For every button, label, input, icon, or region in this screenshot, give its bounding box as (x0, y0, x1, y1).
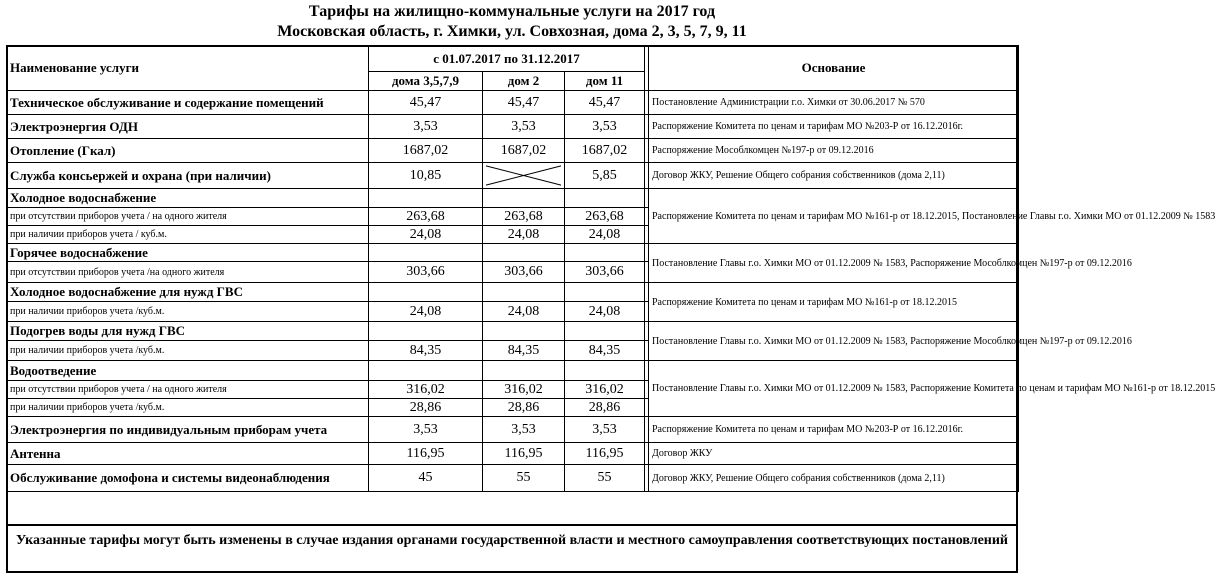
tariff-value: 3,53 (483, 115, 565, 139)
tariff-value: 10,85 (369, 163, 483, 189)
tariff-value: 263,68 (565, 208, 645, 226)
document-title: Тарифы на жилищно-коммунальные услуги на 2017 год (308, 3, 716, 20)
tariff-value: 45 (369, 465, 483, 492)
tariff-value: 24,08 (483, 226, 565, 244)
service-subitem: при отсутствии приборов учета / на одного жителя (7, 208, 369, 226)
service-subitem: при отсутствии приборов учета /на одного жителя (7, 262, 369, 283)
basis-text: Распоряжение Мособлкомцен №197-р от 09.12.2016 (649, 139, 1019, 163)
header-col-house-2: дом 2 (483, 72, 565, 91)
tariff-value: 24,08 (369, 226, 483, 244)
tariff-value: 45,47 (483, 91, 565, 115)
basis-text: Распоряжение Комитета по ценам и тарифам МО №161-р от 18.12.2015, Постановление Главы г.о. Химки МО от 01.12.2009 № 1583 (649, 189, 1019, 244)
tariff-value: 3,53 (369, 417, 483, 443)
header-service-name: Наименование услуги (7, 46, 369, 91)
tariff-value: 45,47 (565, 91, 645, 115)
service-name: Водоотведение (7, 361, 369, 381)
tariff-value: 1687,02 (369, 139, 483, 163)
table-frame (6, 45, 1018, 573)
tariff-value: 5,85 (565, 163, 645, 189)
document-subtitle: Московская область, г. Химки, ул. Совхозная, дома 2, 3, 5, 7, 9, 11 (277, 23, 747, 40)
service-subitem: при наличии приборов учета /куб.м. (7, 399, 369, 417)
service-name: Электроэнергия по индивидуальным приборам учета (7, 417, 369, 443)
header-basis: Основание (649, 46, 1019, 91)
tariff-value: 116,95 (369, 443, 483, 465)
basis-text: Договор ЖКУ, Решение Общего собрания собственников (дома 2,11) (649, 163, 1019, 189)
basis-text: Распоряжение Комитета по ценам и тарифам МО №203-Р от 16.12.2016г. (649, 417, 1019, 443)
tariff-value: 24,08 (369, 302, 483, 322)
tariff-value: 24,08 (565, 226, 645, 244)
basis-text: Постановление Главы г.о. Химки МО от 01.12.2009 № 1583, Распоряжение Мособлкомцен №197-р от 09.12.2016 (649, 322, 1019, 361)
tariff-value: 3,53 (565, 115, 645, 139)
tariff-value: 303,66 (369, 262, 483, 283)
tariff-value: 116,95 (565, 443, 645, 465)
basis-text: Постановление Главы г.о. Химки МО от 01.12.2009 № 1583, Распоряжение Мособлкомцен №197-р от 09.12.2016 (649, 244, 1019, 283)
service-name: Подогрев воды для нужд ГВС (7, 322, 369, 341)
tariff-value: 316,02 (369, 381, 483, 399)
basis-text: Распоряжение Комитета по ценам и тарифам МО №203-Р от 16.12.2016г. (649, 115, 1019, 139)
tariff-value: 28,86 (369, 399, 483, 417)
service-subitem: при отсутствии приборов учета / на одного жителя (7, 381, 369, 399)
service-name: Горячее водоснабжение (7, 244, 369, 262)
header-period: с 01.07.2017 по 31.12.2017 (369, 46, 645, 72)
tariff-value: 1687,02 (483, 139, 565, 163)
basis-text: Распоряжение Комитета по ценам и тарифам МО №161-р от 18.12.2015 (649, 283, 1019, 322)
service-name: Антенна (7, 443, 369, 465)
service-name: Отопление (Гкал) (7, 139, 369, 163)
basis-text: Договор ЖКУ, Решение Общего собрания собственников (дома 2,11) (649, 465, 1019, 492)
basis-text: Постановление Главы г.о. Химки МО от 01.12.2009 № 1583, Распоряжение Комитета по ценам и тарифам МО №161-р от 18.12.2015 (649, 361, 1019, 417)
tariff-value: 263,68 (483, 208, 565, 226)
tariff-value: 3,53 (565, 417, 645, 443)
service-subitem: при наличии приборов учета /куб.м. (7, 302, 369, 322)
tariff-value: 84,35 (369, 341, 483, 361)
tariff-value: 28,86 (565, 399, 645, 417)
tariff-value: 45,47 (369, 91, 483, 115)
tariff-value: 316,02 (483, 381, 565, 399)
footer-note: Указанные тарифы могут быть изменены в случае издания органами государственной власти и местного самоуправления соответствующих постановлений (6, 524, 1018, 573)
service-subitem: при наличии приборов учета / куб.м. (7, 226, 369, 244)
tariff-value: 3,53 (369, 115, 483, 139)
service-name: Холодное водоснабжение для нужд ГВС (7, 283, 369, 302)
tariff-value: 55 (483, 465, 565, 492)
tariff-value: 24,08 (565, 302, 645, 322)
tariff-value: 116,95 (483, 443, 565, 465)
tariff-value: 263,68 (369, 208, 483, 226)
tariff-value: 303,66 (565, 262, 645, 283)
tariff-value: 84,35 (565, 341, 645, 361)
service-name: Холодное водоснабжение (7, 189, 369, 208)
tariff-value: 3,53 (483, 417, 565, 443)
basis-text: Постановление Администрации г.о. Химки от 30.06.2017 № 570 (649, 91, 1019, 115)
tariff-value: 55 (565, 465, 645, 492)
service-subitem: при наличии приборов учета /куб.м. (7, 341, 369, 361)
header-col-house-11: дом 11 (565, 72, 645, 91)
service-name: Электроэнергия ОДН (7, 115, 369, 139)
tariff-value: 24,08 (483, 302, 565, 322)
tariff-value: 84,35 (483, 341, 565, 361)
tariff-value: 316,02 (565, 381, 645, 399)
tariff-value: 303,66 (483, 262, 565, 283)
basis-text: Договор ЖКУ (649, 443, 1019, 465)
header-col-houses-3579: дома 3,5,7,9 (369, 72, 483, 91)
tariff-value: 1687,02 (565, 139, 645, 163)
service-name: Служба консьержей и охрана (при наличии) (7, 163, 369, 189)
tariff-value: 28,86 (483, 399, 565, 417)
service-name: Обслуживание домофона и системы видеонаблюдения (7, 465, 369, 492)
service-name: Техническое обслуживание и содержание помещений (7, 91, 369, 115)
